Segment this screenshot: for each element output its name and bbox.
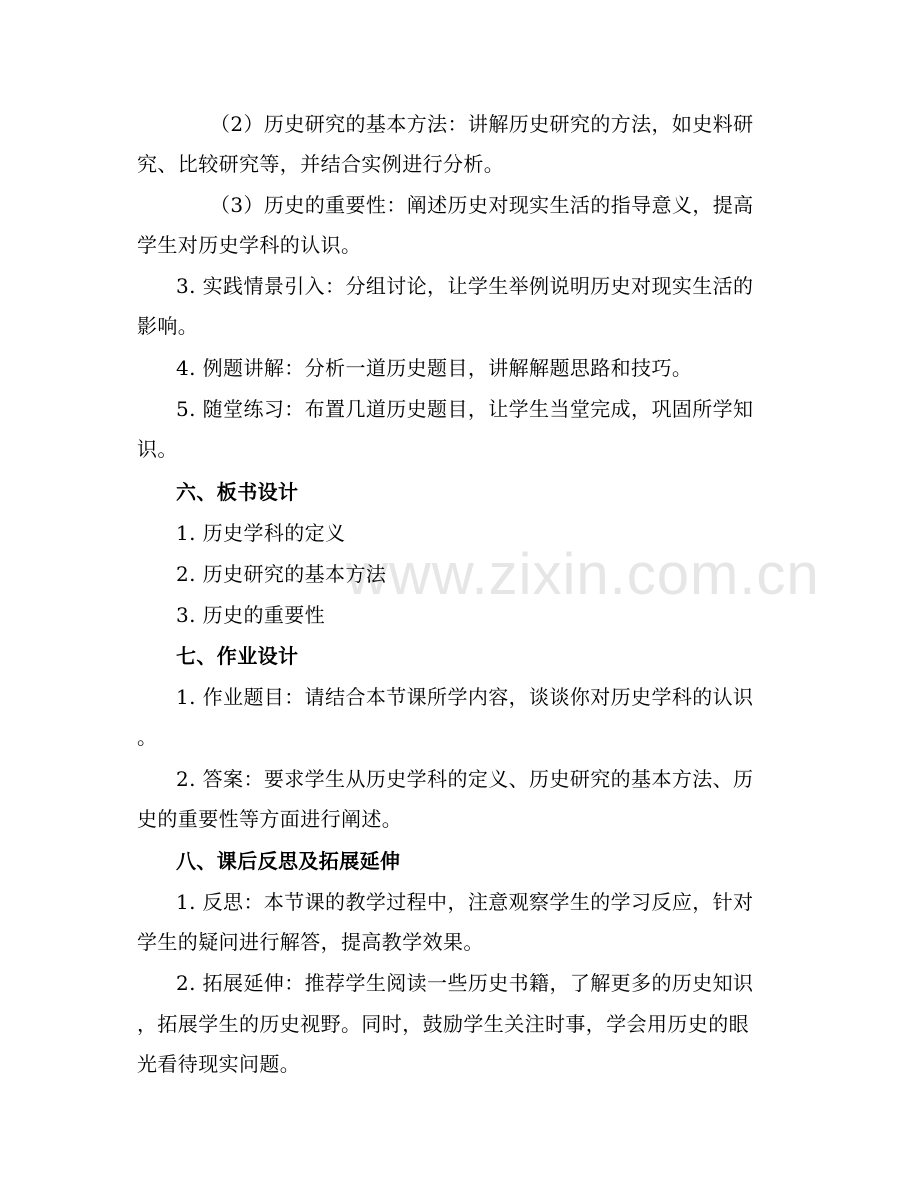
paragraph-line: 4. 例题讲解：分析一道历史题目，讲解解题思路和技巧。 [176,356,693,380]
section-heading: 七、作业设计 [176,644,299,668]
list-item: 1. 历史学科的定义 [176,521,346,545]
paragraph-line: 1. 反思：本节课的教学过程中，注意观察学生的学习反应，针对 [176,890,754,914]
paragraph-line: 识。 [137,437,178,461]
paragraph-line: 。 [137,725,158,749]
list-item: 2. 历史研究的基本方法 [176,562,387,586]
paragraph-line: 5. 随堂练习：布置几道历史题目，让学生当堂完成，巩固所学知 [176,397,754,421]
paragraph-line: 史的重要性等方面进行阐述。 [137,807,403,831]
paragraph-line: 1. 作业题目：请结合本节课所学内容，谈谈你对历史学科的认识 [176,685,754,709]
paragraph-line: （2）历史研究的基本方法：讲解历史研究的方法，如史料研 [210,112,754,136]
section-heading: 八、课后反思及拓展延伸 [176,849,401,873]
paragraph-line: ，拓展学生的历史视野。同时，鼓励学生关注时事，学会用历史的眼 [137,1012,749,1036]
watermark: www.zixin.com.cn [346,542,820,607]
paragraph-line: 学生对历史学科的认识。 [137,233,362,257]
paragraph-line: 光看待现实问题。 [137,1052,301,1076]
paragraph-line: 影响。 [137,314,199,338]
paragraph-line: （3）历史的重要性：阐述历史对现实生活的指导意义，提高 [210,193,754,217]
paragraph-line: 2. 答案：要求学生从历史学科的定义、历史研究的基本方法、历 [176,767,754,791]
paragraph-line: 3. 实践情景引入：分组讨论，让学生举例说明历史对现实生活的 [176,274,754,298]
paragraph-line: 学生的疑问进行解答，提高教学效果。 [137,930,484,954]
section-heading: 六、板书设计 [176,480,299,504]
list-item: 3. 历史的重要性 [176,603,326,627]
paragraph-line: 究、比较研究等，并结合实例进行分析。 [137,152,505,176]
paragraph-line: 2. 拓展延伸：推荐学生阅读一些历史书籍，了解更多的历史知识 [176,971,754,995]
